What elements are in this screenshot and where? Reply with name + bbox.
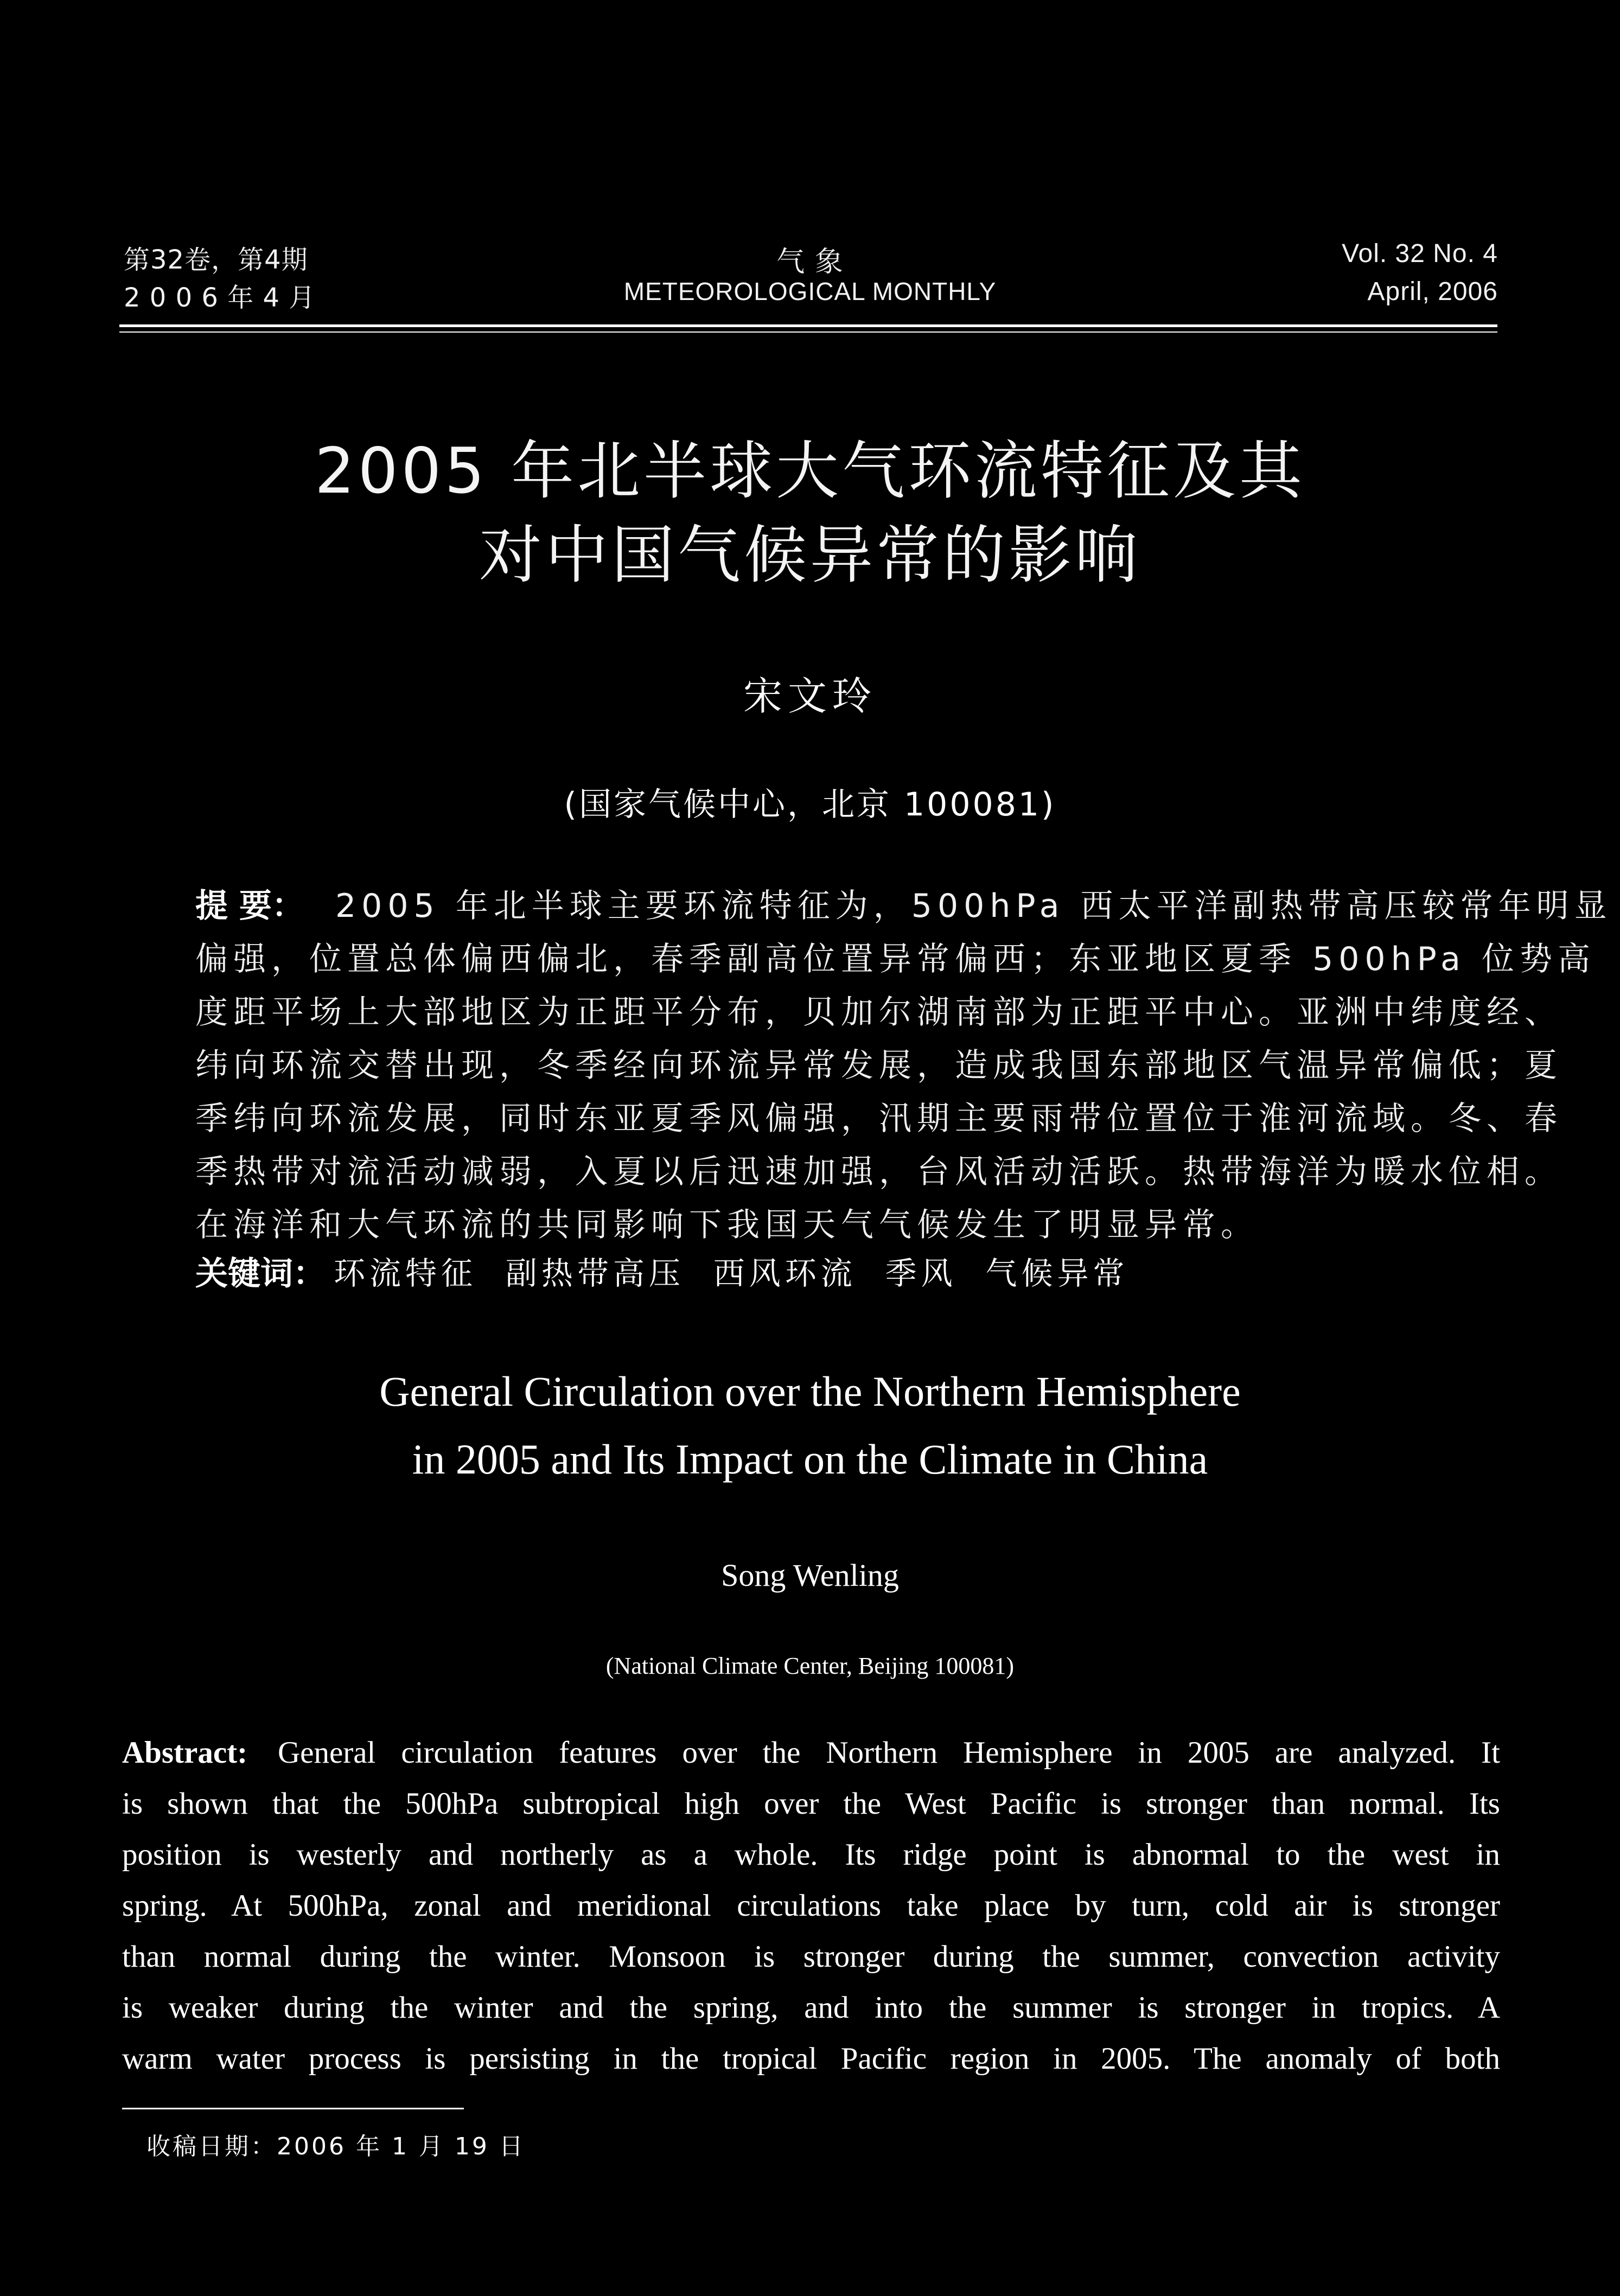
abstract-cn-line: 季纬向环流发展，同时东亚夏季风偏强，汛期主要雨带位置位于淮河流域。冬、春 (195, 1100, 1562, 1138)
abstract-cn-line: 度距平场上大部地区为正距平分布，贝加尔湖南部为正距平中心。亚洲中纬度经、 (195, 993, 1562, 1031)
title-en-line2: in 2005 and Its Impact on the Climate in China (412, 1436, 1208, 1483)
abstract-en-line: spring. At 500hPa, zonal and meridional circulations take place by turn, cold air is stronger (122, 1889, 1500, 1923)
affiliation-cn: (国家气候中心，北京 100081) (564, 786, 1056, 824)
abstract-en-label: Abstract: (122, 1736, 248, 1770)
author-en: Song Wenling (721, 1558, 899, 1593)
abstract-cn-line: 2005 年北半球主要环流特征为，500hPa 西太平洋副热带高压较常年明显 (335, 887, 1612, 925)
keywords-cn: 环流特征 副热带高压 西风环流 季风 气候异常 (334, 1255, 1129, 1292)
abstract-cn-line: 偏强，位置总体偏西偏北，春季副高位置异常偏西；东亚地区夏季 500hPa 位势高 (195, 940, 1596, 978)
abstract-en-line: is shown that the 500hPa subtropical high over the West Pacific is stronger than normal. Its (122, 1787, 1500, 1821)
footnote-rule (122, 2108, 464, 2109)
date-en: April, 2006 (1367, 277, 1498, 306)
header-rule-top (119, 324, 1497, 327)
volume-issue-cn: 第32卷，第4期 (124, 245, 308, 275)
abstract-cn-line: 纬向环流交替出现，冬季经向环流异常发展，造成我国东部地区气温异常偏低；夏 (195, 1047, 1562, 1085)
abstract-cn-line: 在海洋和大气环流的共同影响下我国天气气候发生了明显异常。 (195, 1206, 1259, 1244)
title-cn-line1: 2005 年北半球大气环流特征及其 (314, 435, 1306, 508)
title-cn-line2: 对中国气候异常的影响 (479, 519, 1141, 592)
abstract-cn-label: 提 要： (195, 887, 304, 925)
abstract-en-line: is weaker during the winter and the spring, and into the summer is stronger in tropics. A (122, 1991, 1500, 2025)
keywords-cn-label: 关键词： (195, 1255, 326, 1293)
author-cn: 宋文玲 (743, 673, 877, 719)
abstract-en-line: position is westerly and northerly as a whole. Its ridge point is abnormal to the west in (122, 1838, 1500, 1872)
journal-name-cn: 气 象 (776, 246, 844, 278)
abstract-en-line: General circulation features over the Northern Hemisphere in 2005 are analyzed. It (278, 1736, 1500, 1770)
date-cn: 2 0 0 6 年 4 月 (124, 283, 316, 313)
volume-issue-en: Vol. 32 No. 4 (1342, 239, 1498, 268)
header-rule-bottom (119, 331, 1497, 333)
abstract-en-line: warm water process is persisting in the tropical Pacific region in 2005. The anomaly of both (122, 2042, 1500, 2076)
affiliation-en: (National Climate Center, Beijing 100081) (605, 1653, 1015, 1679)
abstract-en-line: than normal during the winter. Monsoon is stronger during the summer, convection activity (122, 1940, 1500, 1974)
journal-name-en: METEOROLOGICAL MONTHLY (623, 277, 997, 305)
abstract-cn-line: 季热带对流活动减弱，入夏以后迅速加强，台风活动活跃。热带海洋为暖水位相。 (195, 1153, 1562, 1191)
received-date: 收稿日期：2006 年 1 月 19 日 (146, 2133, 525, 2160)
title-en-line1: General Circulation over the Northern Hemisphere (379, 1368, 1241, 1415)
